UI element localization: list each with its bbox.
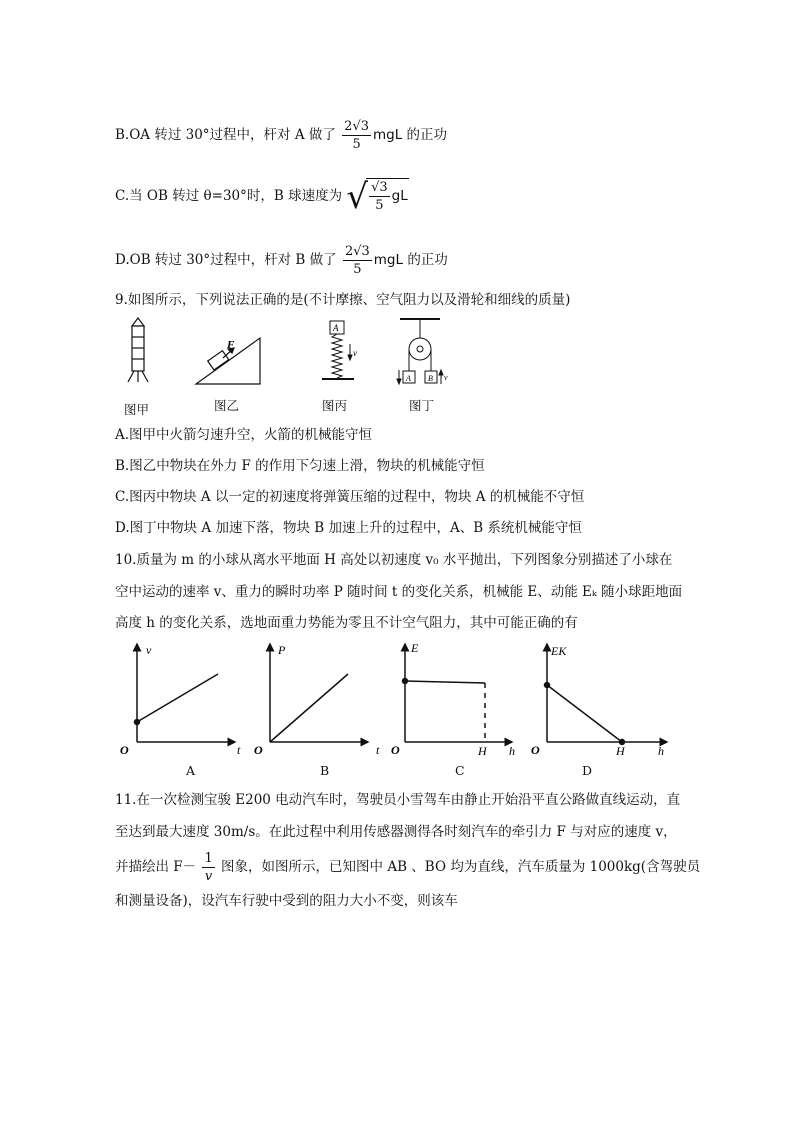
q8-b-unit: mgL (373, 127, 403, 143)
sqrt-icon: √ (346, 176, 369, 217)
q8-c-fraction (369, 179, 390, 214)
graph-a-ylabel: v (146, 643, 152, 657)
q9-option-c: C.图丙中物块 A 以一定的初速度将弹簧压缩的过程中，物块 A 的机械能不守恒 (115, 489, 585, 505)
graph-a-xlabel: t (237, 743, 241, 757)
q8-d-text: D.OB 转过 30°过程中，杆对 B 做了 (115, 252, 337, 268)
graph-d-xlabel: h (658, 744, 664, 758)
graph-d-mark: H (616, 744, 625, 758)
graph-d (545, 644, 668, 745)
graph-d-caption: D (582, 763, 593, 778)
graph-c (403, 644, 513, 742)
q10-line-2: 空中运动的速率 v、重力的瞬时功率 P 随时间 t 的变化关系，机械能 E、动能 Eₖ 随小球距地面 (115, 584, 683, 600)
fig-label-bing: 图丙 (322, 398, 348, 413)
q8-d-fraction (343, 243, 372, 278)
fig-label-ding: 图丁 (409, 398, 435, 413)
q11-fraction (202, 850, 214, 885)
rocket-icon (128, 318, 148, 382)
q8-b-text: B.OA 转过 30°过程中，杆对 A 做了 (115, 127, 336, 143)
q8-c-radicand (366, 178, 409, 214)
graph-a-origin: O (120, 743, 129, 757)
fig-label-jia: 图甲 (124, 402, 150, 417)
spring-block-label: A (333, 323, 339, 333)
graph-b (270, 644, 368, 742)
graph-a (135, 644, 236, 742)
q11-line-4: 和测量设备)，设汽车行驶中受到的阻力大小不变，则该车 (115, 893, 458, 909)
force-label: F (227, 339, 235, 351)
pulley-block-b-label: B (428, 374, 433, 383)
q9-option-a: A.图甲中火箭匀速升空，火箭的机械能守恒 (115, 427, 373, 443)
graph-b-origin: O (254, 743, 263, 757)
q10-graphs (110, 638, 680, 763)
graph-b-caption: B (320, 763, 330, 778)
graph-c-caption: C (455, 763, 465, 778)
q8-d-numerator: 2√3 (344, 244, 370, 259)
graph-c-ylabel: E (411, 641, 419, 655)
graph-c-xlabel: h (509, 744, 515, 758)
q11-line-3 (115, 850, 700, 885)
q8-c-text: C.当 OB 转过 θ=30°时，B 球速度为 (115, 188, 343, 204)
q8-c-unit: gL (391, 188, 408, 204)
pulley-block-a-label: A (406, 374, 411, 383)
q10-line-3: 高度 h 的变化关系，选地面重力势能为零且不计空气阻力，其中可能正确的有 (115, 615, 578, 631)
q11-denominator: v (204, 869, 213, 884)
spring-velocity-label: v (353, 348, 357, 358)
q11-line-3-post: 图象，如图所示，已知图中 AB 、BO 均为直线，汽车质量为 1000kg(含驾驶员 (221, 859, 701, 875)
graph-c-mark: H (478, 744, 487, 758)
q9-stem: 9.如图所示，下列说法正确的是(不计摩擦、空气阻力以及滑轮和细线的质量) (115, 292, 571, 308)
q8-b-numerator: 2√3 (344, 119, 369, 134)
q10-line-1: 10.质量为 m 的小球从离水平地面 H 高处以初速度 v₀ 水平抛出，下列图象分别描述了小球在 (115, 552, 673, 568)
q8-d-denominator: 5 (353, 262, 362, 277)
q8-b-tail: 的正功 (406, 127, 448, 143)
q9-figures (110, 316, 470, 396)
fig-label-yi: 图乙 (214, 398, 240, 413)
graph-d-origin: O (531, 743, 540, 757)
q8-option-b (115, 118, 447, 153)
q9-option-b: B.图乙中物块在外力 F 的作用下匀速上滑，物块的机械能守恒 (115, 458, 485, 474)
q8-b-fraction (342, 118, 371, 153)
q8-c-denominator: 5 (375, 198, 384, 213)
q8-option-c (115, 176, 409, 217)
q8-option-d (115, 243, 448, 278)
pulley-velocity-label: v (444, 373, 448, 382)
q8-c-numerator: √3 (371, 180, 388, 195)
q11-line-1: 11.在一次检测宝骏 E200 电动汽车时，驾驶员小雪驾车由静止开始沿平直公路做直线运动，直 (115, 792, 681, 808)
q8-d-tail: 的正功 (407, 252, 448, 268)
graph-b-ylabel: P (278, 643, 286, 657)
graph-a-caption: A (186, 763, 196, 778)
q11-numerator: 1 (204, 851, 213, 866)
q8-d-unit: mgL (373, 252, 404, 268)
q11-line-2: 至达到最大速度 30m/s。在此过程中利用传感器测得各时刻汽车的牵引力 F 与对应的速度 v， (115, 824, 677, 840)
graph-d-ylabel: EK (551, 644, 567, 658)
graph-b-xlabel: t (376, 743, 380, 757)
q11-line-3-pre: 并描绘出 F－ (115, 859, 197, 875)
graph-c-origin: O (391, 743, 400, 757)
pulley-icon (397, 319, 443, 384)
q9-option-d: D.图丁中物块 A 加速下落，物块 B 加速上升的过程中，A、B 系统机械能守恒 (115, 520, 582, 536)
q8-b-denominator: 5 (352, 137, 361, 152)
